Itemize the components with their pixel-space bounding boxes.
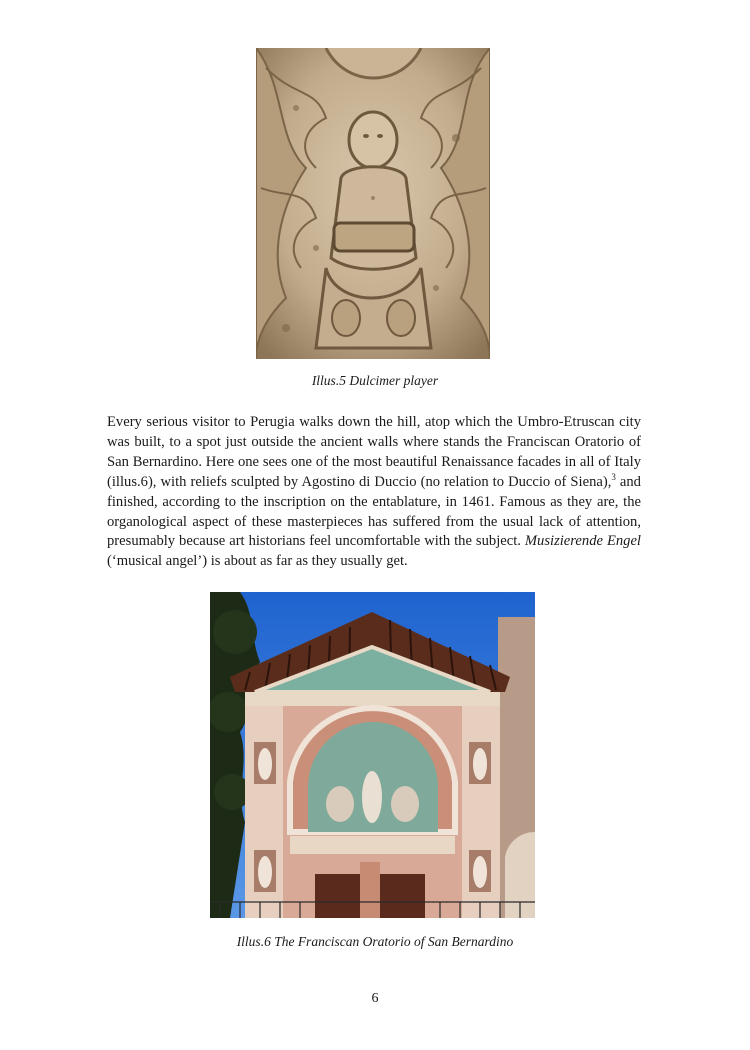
relief-illustration bbox=[256, 48, 490, 359]
footnote-reference[interactable]: 3 bbox=[611, 471, 616, 482]
paragraph bbox=[107, 413, 641, 572]
body-paragraph bbox=[107, 413, 641, 572]
figure-caption-illus5: Illus.5 Dulcimer player bbox=[311, 373, 439, 388]
dulcimer-player-relief-photo bbox=[256, 48, 490, 359]
paragraph-text-part3: (‘musical angel’) is about as far as they usually get. bbox=[107, 553, 408, 570]
italic-term: Musizierende Engel bbox=[524, 533, 641, 550]
facade-illustration bbox=[210, 592, 535, 918]
figure-caption-illus6: Illus.6 The Franciscan Oratorio of San Bernardino bbox=[236, 934, 514, 949]
paragraph-text-part1: Every serious visitor to Perugia walks down the hill, atop which the Umbro-Etruscan city was built, to a spot just outside the ancient walls where stands the Franciscan Oratorio of San Bernardino. Here one sees one of the most beautiful Renaissance facades in all of Italy (illus.6), with reliefs sculpted by Agostino di Duccio (no relation to Duccio of Siena), bbox=[107, 414, 641, 490]
page-number: 6 bbox=[371, 991, 379, 1006]
oratorio-facade-photo bbox=[210, 592, 535, 918]
paragraph-text-part2: and finished, according to the inscription on the entablature, in 1461. Famous as they are, the organological aspect of these masterpieces has suffered from the usual lack of attention, presumably because art historians feel uncomfortable with the subject. bbox=[107, 473, 641, 550]
